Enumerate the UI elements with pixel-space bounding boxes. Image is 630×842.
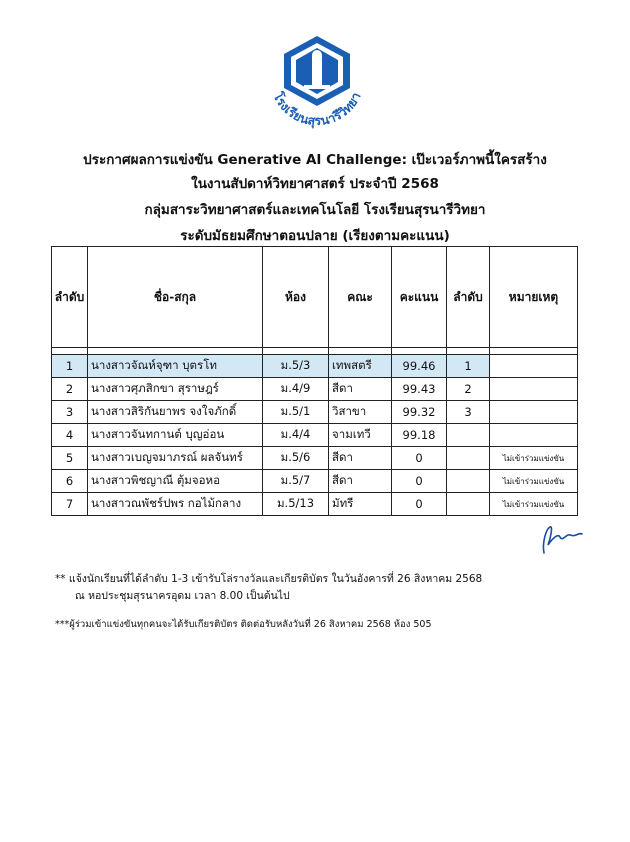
table-header-row <box>52 247 578 348</box>
cell-score: 0 <box>392 470 447 493</box>
logo-figure <box>312 56 322 86</box>
cell-name: นางสาวจัณห์จุฑา บุตรโท <box>88 355 263 378</box>
table-row <box>52 355 578 378</box>
cell-rank: 2 <box>447 378 490 401</box>
cell-room: ม.5/3 <box>263 355 329 378</box>
cell-note <box>490 424 578 447</box>
cell-faculty: จามเทวี <box>329 424 392 447</box>
table-row <box>52 470 578 493</box>
cell-name: นางสาวณพัชร์ปพร กอไม้กลาง <box>88 493 263 516</box>
cell-order: 2 <box>52 378 88 401</box>
announcement-title: ประกาศผลการแข่งขัน Generative AI Challenge: เป๊ะเวอร์ภาพนี้ใครสร้าง <box>83 152 547 168</box>
table-row <box>52 424 578 447</box>
cell-name: นางสาวจันทกานต์ บุญอ่อน <box>88 424 263 447</box>
results-table <box>51 246 578 516</box>
footnote-venue: ณ หอประชุมสุรนาครอุดม เวลา 8.00 เป็นต้นไป <box>75 590 290 602</box>
cell-faculty: สีดา <box>329 447 392 470</box>
signature <box>538 523 584 557</box>
header-rank: ลำดับ <box>447 247 490 348</box>
cell-order: 7 <box>52 493 88 516</box>
cell-name: นางสาวเบญจมาภรณ์ ผลจันทร์ <box>88 447 263 470</box>
cell-note: ไม่เข้าร่วมแข่งขัน <box>490 447 578 470</box>
header-room: ห้อง <box>263 247 329 348</box>
cell-faculty: วิสาขา <box>329 401 392 424</box>
cell-rank: 3 <box>447 401 490 424</box>
cell-rank <box>447 470 490 493</box>
logo-figure-head <box>312 50 322 60</box>
spacer-cell <box>52 348 88 355</box>
cell-room: ม.5/1 <box>263 401 329 424</box>
cell-order: 5 <box>52 447 88 470</box>
spacer-cell <box>329 348 392 355</box>
cell-rank <box>447 424 490 447</box>
cell-note <box>490 401 578 424</box>
department-line: กลุ่มสาระวิทยาศาสตร์และเทคโนโลยี โรงเรียนสุรนารีวิทยา <box>144 202 486 218</box>
cell-note <box>490 378 578 401</box>
cell-score: 0 <box>392 493 447 516</box>
cell-name: นางสาวสิริกันยาพร จงใจภักดิ์ <box>88 401 263 424</box>
cell-faculty: มัทรี <box>329 493 392 516</box>
cell-room: ม.5/7 <box>263 470 329 493</box>
logo-text: โรงเรียนสุรนารีวิทยา <box>270 89 364 129</box>
table-row <box>52 401 578 424</box>
spacer-cell <box>392 348 447 355</box>
cell-order: 1 <box>52 355 88 378</box>
header-score: คะแนน <box>392 247 447 348</box>
cell-note: ไม่เข้าร่วมแข่งขัน <box>490 470 578 493</box>
cell-score: 99.18 <box>392 424 447 447</box>
header-note: หมายเหตุ <box>490 247 578 348</box>
cell-score: 0 <box>392 447 447 470</box>
level-line: ระดับมัธยมศึกษาตอนปลาย (เรียงตามคะแนน) <box>180 228 450 244</box>
spacer-cell <box>447 348 490 355</box>
footnote-certificate: ***ผู้ร่วมเข้าแข่งขันทุกคนจะได้รับเกียรติบัตร ติดต่อรับหลังวันที่ 26 สิงหาคม 2568 ห้อง 505 <box>55 619 432 630</box>
header-name: ชื่อ-สกุล <box>88 247 263 348</box>
cell-order: 4 <box>52 424 88 447</box>
cell-room: ม.4/4 <box>263 424 329 447</box>
cell-score: 99.43 <box>392 378 447 401</box>
spacer-cell <box>263 348 329 355</box>
cell-rank: 1 <box>447 355 490 378</box>
cell-rank <box>447 447 490 470</box>
header-faculty: คณะ <box>329 247 392 348</box>
cell-note: ไม่เข้าร่วมแข่งขัน <box>490 493 578 516</box>
cell-room: ม.5/6 <box>263 447 329 470</box>
table-row <box>52 378 578 401</box>
table-row <box>52 493 578 516</box>
cell-name: นางสาวศุภสิกขา สุราษฎร์ <box>88 378 263 401</box>
cell-faculty: สีดา <box>329 470 392 493</box>
event-subtitle: ในงานสัปดาห์วิทยาศาสตร์ ประจำปี 2568 <box>191 176 439 192</box>
school-logo <box>262 30 372 130</box>
cell-score: 99.32 <box>392 401 447 424</box>
table-row <box>52 447 578 470</box>
cell-room: ม.5/13 <box>263 493 329 516</box>
cell-score: 99.46 <box>392 355 447 378</box>
cell-note <box>490 355 578 378</box>
logo-base <box>304 85 330 89</box>
cell-name: นางสาวพิชญาณี ตุ้มจอหอ <box>88 470 263 493</box>
cell-order: 6 <box>52 470 88 493</box>
spacer-cell <box>88 348 263 355</box>
cell-rank <box>447 493 490 516</box>
cell-room: ม.4/9 <box>263 378 329 401</box>
spacer-cell <box>490 348 578 355</box>
table-spacer-row <box>52 348 578 355</box>
cell-faculty: สีดา <box>329 378 392 401</box>
signature-stroke <box>543 527 582 553</box>
header-order: ลำดับ <box>52 247 88 348</box>
cell-faculty: เทพสตรี <box>329 355 392 378</box>
cell-order: 3 <box>52 401 88 424</box>
footnote-award: ** แจ้งนักเรียนที่ได้ลำดับ 1-3 เข้ารับโล่รางวัลและเกียรติบัตร ในวันอังคารที่ 26 สิงหาคม 2568 <box>55 573 483 585</box>
